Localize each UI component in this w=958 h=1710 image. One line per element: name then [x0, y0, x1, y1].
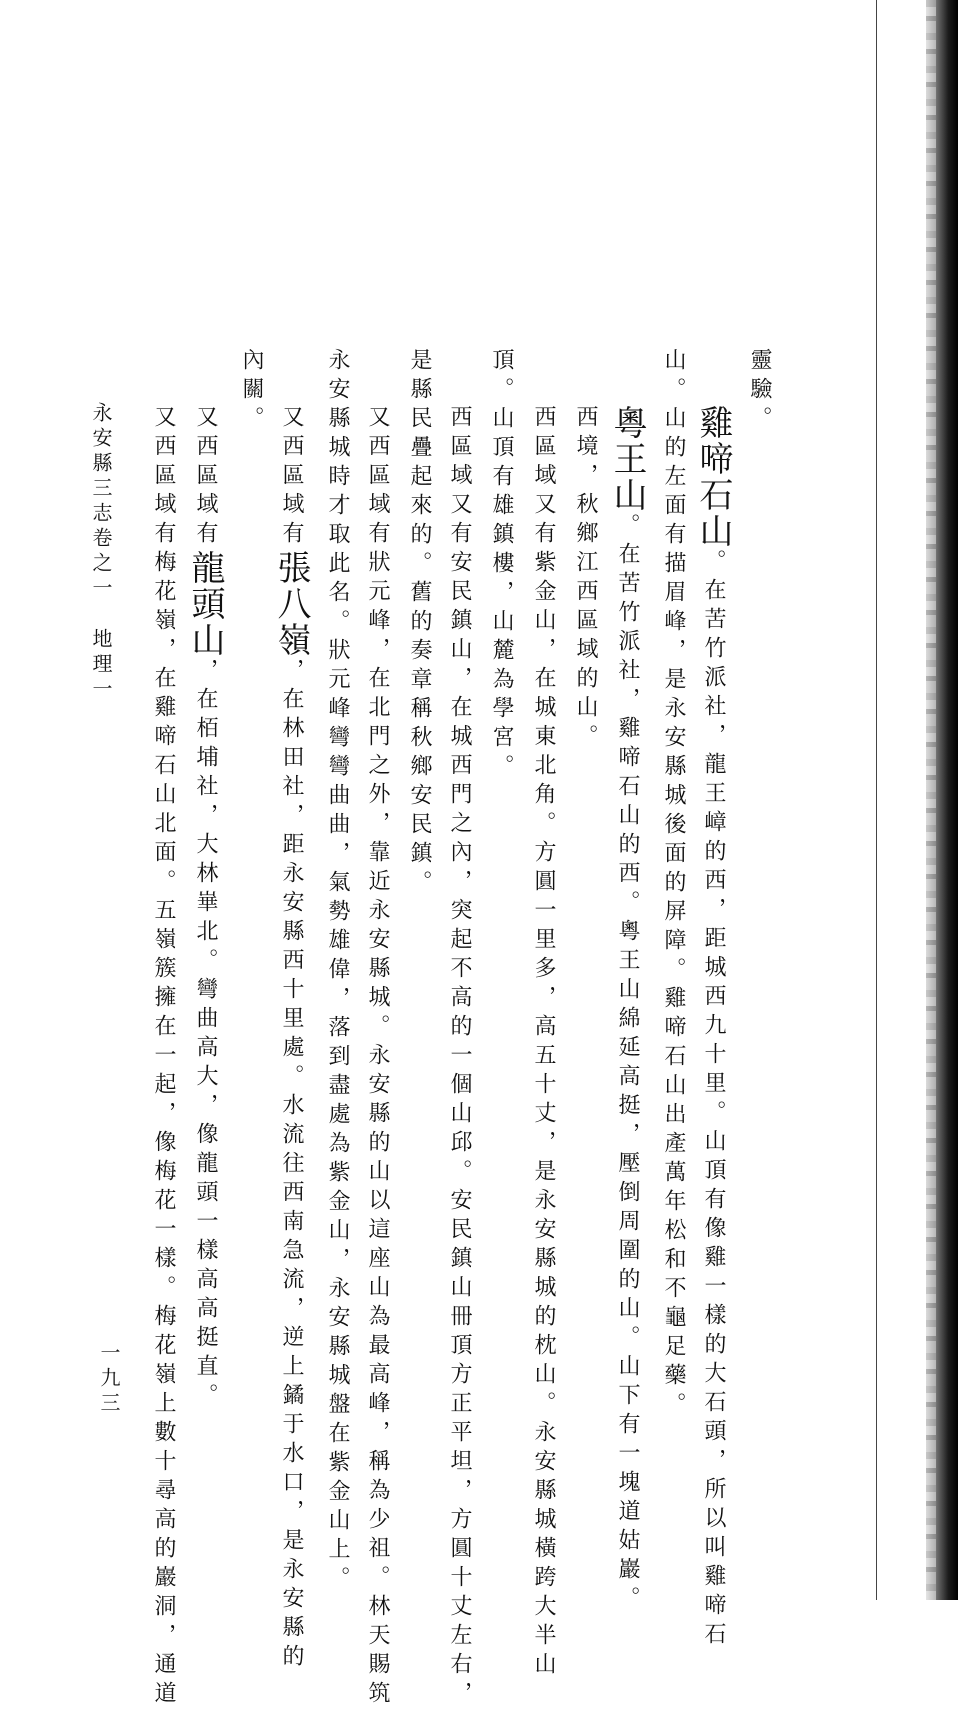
text-column-1: 靈驗。: [747, 348, 772, 435]
text-column-13: 內關。: [239, 348, 264, 435]
entry-heading-longtoushan: 龍頭山: [185, 550, 225, 658]
page-number: 一九三: [97, 1342, 121, 1417]
running-footer: [86, 402, 116, 703]
text-column-14: 又西區域有龍頭山，在栢埔社，大林崋北。彎曲高大，像龍頭一樣高高挺直。: [185, 405, 225, 1412]
text-column-11: 永安縣城時才取此名。狀元峰彎彎曲曲，氣勢雄偉，落到盡處為紫金山，永安縣城盤在紫金山上。: [325, 348, 350, 1595]
text-column-2: 雞啼石山。在苦竹派社，龍王嶂的西，距城西九十里。山頂有像雞一樣的大石頭，所以叫雞啼石: [693, 405, 733, 1651]
text-column-9: 是縣民疊起來的。舊的奏章稱秋鄉安民鎮。: [407, 348, 432, 899]
text-column-8: 西區域又有安民鎮山，在城西門之內，突起不高的一個山邱。安民鎮山冊頂方正平坦，方圓十丈左右，: [447, 405, 472, 1710]
footer-book-title: 永安縣三志卷之一: [89, 402, 113, 602]
entry-heading-jitishishan: 雞啼石山: [693, 405, 733, 549]
entry-heading-zhangbaling: 張八嶺: [271, 550, 311, 658]
footer-section: 地理一: [89, 628, 113, 703]
text-column-7: 頂。山頂有雄鎮樓，山麓為學宮。: [489, 348, 514, 783]
text-column-4: 粵王山。在苦竹派社，雞啼石山的西。粵王山綿延高挺，壓倒周圍的山。山下有一塊道姑巖。: [607, 405, 647, 1615]
text-column-15: 又西區域有梅花嶺，在雞啼石山北面。五嶺簇擁在一起，像梅花一樣。梅花嶺上數十尋高的巖洞，通道: [151, 405, 176, 1710]
scan-binding-shadow: [926, 0, 958, 1600]
text-column-5: 西境，秋鄉江西區域的山。: [573, 405, 598, 753]
text-column-12: 又西區域有張八嶺，在林田社，距永安縣西十里處。水流往西南急流，逆上鐍于水口，是永安縣的: [271, 405, 311, 1673]
entry-heading-yuewangshan: 粵王山: [607, 405, 647, 513]
binding-edge-line: [876, 0, 877, 1600]
text-column-6: 西區域又有紫金山，在城東北角。方圓一里多，高五十丈，是永安縣城的枕山。永安縣城橫跨大半山: [531, 405, 556, 1681]
text-column-10: 又西區域有狀元峰，在北門之外，靠近永安縣城。永安縣的山以這座山為最高峰，稱為少祖。林天賜筑: [365, 405, 390, 1710]
text-column-3: 山。山的左面有描眉峰，是永安縣城後面的屏障。雞啼石山出產萬年松和不龜足藥。: [661, 348, 686, 1421]
